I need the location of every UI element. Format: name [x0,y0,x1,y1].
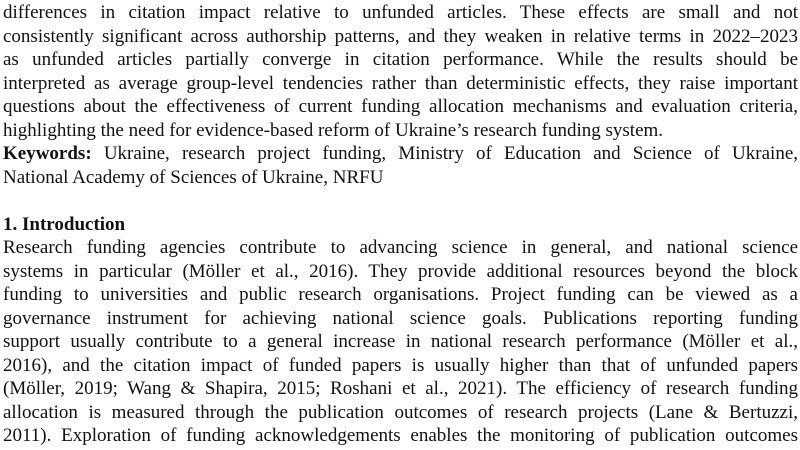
line-text: as unfunded articles partially converge in citation performance. While the results should be [3,49,798,70]
introduction-text [3,236,798,448]
text-line [3,119,798,143]
line-text: governance instrument for achieving national science goals. Publications reporting funding [3,307,798,329]
text-line [3,236,798,260]
section-heading [3,213,798,237]
line-text: consistently significant across authorship patterns, and they weaken in relative terms in 2022–2023 [3,25,798,47]
keywords-label: Keywords: [3,143,92,164]
line-text: support usually contribute to a general increase in national research performance (Möller et al., [3,331,798,352]
text-line [3,354,798,378]
heading-text: 1. Introduction [3,213,126,235]
text-line [3,95,798,119]
line-text: interpreted as average group-level tendencies rather than deterministic effects, they raise important [3,72,798,94]
text-line [3,72,798,96]
line-text: Research funding agencies contribute to advancing science in general, and national science [3,237,798,258]
line-text: 2016), and the citation impact of funded papers is usually higher than that of unfunded papers [3,354,798,376]
text-line [3,260,798,284]
text-line [3,424,798,448]
text-line [3,330,798,354]
line-text: (Möller, 2019; Wang & Shapira, 2015; Roshani et al., 2021). The efficiency of research funding [3,378,798,399]
line-text [3,142,798,166]
text-line [3,377,798,401]
text-line [3,307,798,331]
line-text: questions about the effectiveness of current funding allocation mechanisms and evaluation criteria, [3,96,798,117]
text-line [3,25,798,49]
line-text: funding to universities and public research organisations. Project funding can be viewed as a [3,284,798,305]
text-line [3,166,798,190]
line-text: allocation is measured through the publication outcomes of research projects (Lane & Bertuzzi, [3,401,798,423]
text-line [3,1,798,25]
text-line [3,401,798,425]
keywords-list: Ukraine, research project funding, Ministry of Education and Science of Ukraine, [91,143,798,164]
text-line [3,142,798,166]
text-line [3,283,798,307]
line-text: differences in citation impact relative to unfunded articles. These effects are small and not [3,2,798,23]
text-line [3,48,798,72]
blank-line [3,189,798,213]
keywords [3,142,798,189]
line-text: 2011). Exploration of funding acknowledgements enables the monitoring of publication outcomes [3,425,798,446]
line-text: highlighting the need for evidence-based reform of Ukraine’s research funding system. [3,119,664,141]
line-text: systems in particular (Möller et al., 2016). They provide additional resources beyond the block [3,260,798,282]
paper-page [3,1,798,448]
keywords-list-continued: National Academy of Sciences of Ukraine, NRFU [3,166,384,188]
abstract-text [3,1,798,142]
